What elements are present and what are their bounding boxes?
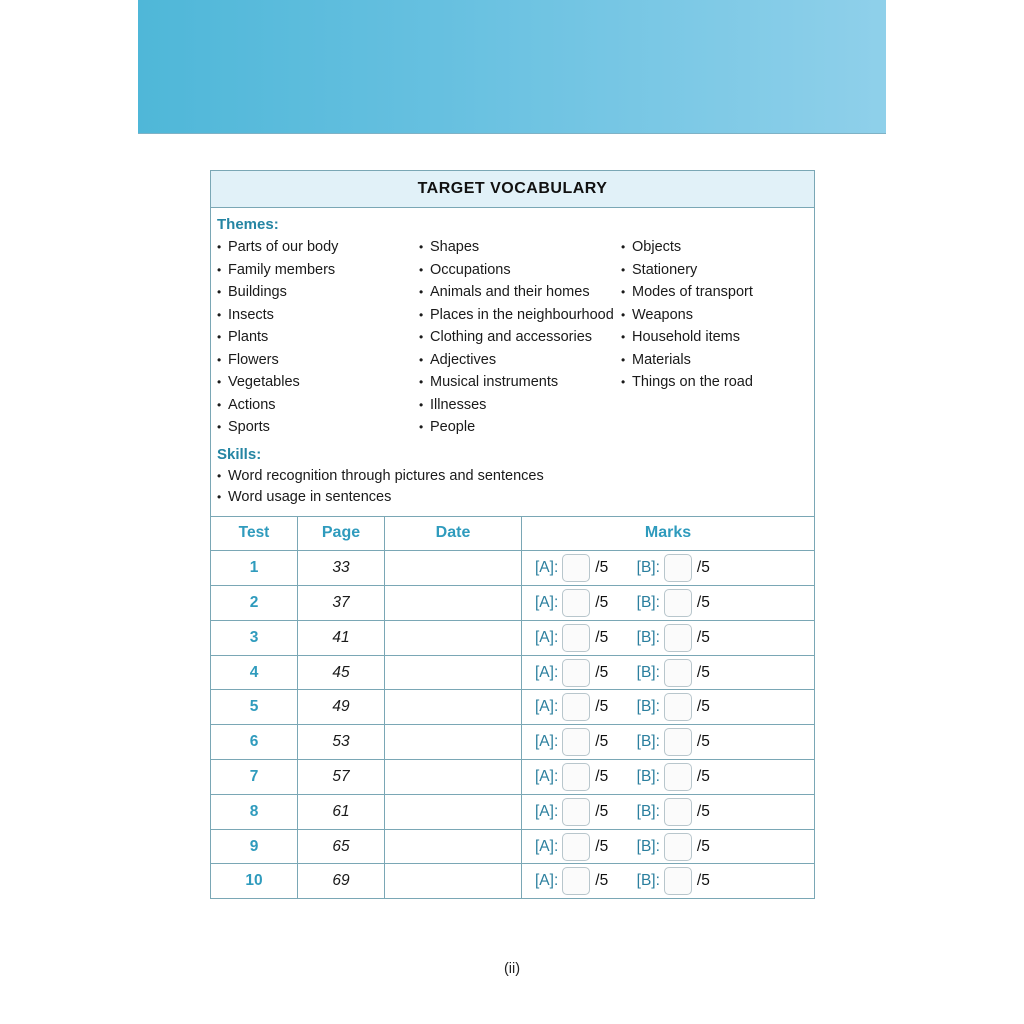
mark-a-group [535, 833, 608, 861]
theme-item: • Household items [621, 326, 753, 349]
mark-b-max: /5 [696, 663, 710, 681]
header-date: Date [385, 516, 522, 551]
mark-b-input[interactable] [664, 728, 692, 756]
table-row [211, 690, 814, 725]
mark-b-max: /5 [696, 559, 710, 577]
mark-b-input[interactable] [664, 693, 692, 721]
theme-item: • Musical instruments [419, 371, 621, 394]
mark-b-group [637, 554, 710, 582]
page-number-cell: 65 [298, 829, 385, 864]
mark-b-max: /5 [696, 872, 710, 890]
mark-a-label: [A]: [535, 733, 559, 751]
mark-a-max: /5 [595, 802, 609, 820]
mark-b-input[interactable] [664, 833, 692, 861]
theme-item: • Animals and their homes [419, 281, 621, 304]
theme-item: • Actions [217, 394, 419, 417]
mark-a-group [535, 763, 608, 791]
marks-cell [522, 829, 815, 864]
mark-b-input[interactable] [664, 798, 692, 826]
mark-b-input[interactable] [664, 624, 692, 652]
mark-a-label: [A]: [535, 593, 559, 611]
mark-a-input[interactable] [562, 693, 590, 721]
table-row [211, 725, 814, 760]
theme-item: • Sports [217, 416, 419, 439]
theme-item: • Adjectives [419, 349, 621, 372]
mark-b-group [637, 833, 710, 861]
page-number-cell: 33 [298, 551, 385, 586]
box-title: TARGET VOCABULARY [211, 171, 814, 208]
themes-section [211, 208, 814, 439]
mark-b-group [637, 867, 710, 895]
mark-b-max: /5 [696, 767, 710, 785]
theme-item: • Vegetables [217, 371, 419, 394]
page-number-cell: 57 [298, 760, 385, 795]
mark-a-group [535, 554, 608, 582]
date-cell[interactable] [385, 725, 522, 760]
marks-cell [522, 620, 815, 655]
table-row [211, 864, 814, 898]
test-number: 5 [211, 690, 298, 725]
theme-item: • Family members [217, 259, 419, 282]
test-number: 6 [211, 725, 298, 760]
date-cell[interactable] [385, 620, 522, 655]
marks-cell [522, 551, 815, 586]
mark-a-group [535, 589, 608, 617]
mark-a-input[interactable] [562, 867, 590, 895]
theme-item: • Plants [217, 326, 419, 349]
mark-b-group [637, 624, 710, 652]
date-cell[interactable] [385, 655, 522, 690]
test-number: 7 [211, 760, 298, 795]
themes-column-1 [217, 236, 419, 439]
date-cell[interactable] [385, 794, 522, 829]
mark-a-group [535, 624, 608, 652]
page-number: (ii) [503, 961, 521, 977]
themes-heading: Themes: [217, 216, 279, 233]
mark-a-label: [A]: [535, 767, 559, 785]
date-cell[interactable] [385, 690, 522, 725]
theme-item: • Flowers [217, 349, 419, 372]
mark-a-label: [A]: [535, 837, 559, 855]
page-number-cell: 41 [298, 620, 385, 655]
mark-a-input[interactable] [562, 624, 590, 652]
mark-b-label: [B]: [636, 593, 660, 611]
mark-b-label: [B]: [636, 872, 660, 890]
mark-a-input[interactable] [562, 728, 590, 756]
theme-item: • Occupations [419, 259, 621, 282]
header-test: Test [211, 516, 298, 551]
mark-a-label: [A]: [535, 698, 559, 716]
page-number-cell: 45 [298, 655, 385, 690]
themes-column-3 [621, 236, 753, 439]
mark-b-input[interactable] [664, 763, 692, 791]
test-number: 4 [211, 655, 298, 690]
header-page: Page [298, 516, 385, 551]
mark-b-max: /5 [696, 802, 710, 820]
mark-b-label: [B]: [636, 767, 660, 785]
page-number-cell: 37 [298, 586, 385, 621]
skill-item: • Word recognition through pictures and sentences [217, 466, 808, 487]
theme-item: • Stationery [621, 259, 753, 282]
mark-a-group [535, 728, 608, 756]
mark-a-group [535, 798, 608, 826]
theme-item: • Parts of our body [217, 236, 419, 259]
themes-columns [217, 236, 808, 439]
table-row [211, 829, 814, 864]
theme-item: • Insects [217, 304, 419, 327]
marks-cell [522, 655, 815, 690]
mark-a-group [535, 693, 608, 721]
mark-a-max: /5 [595, 663, 609, 681]
mark-a-max: /5 [595, 593, 609, 611]
table-row [211, 794, 814, 829]
mark-b-group [637, 798, 710, 826]
mark-b-input[interactable] [664, 554, 692, 582]
mark-b-input[interactable] [664, 589, 692, 617]
mark-a-max: /5 [595, 628, 609, 646]
marks-cell [522, 690, 815, 725]
theme-item: • Weapons [621, 304, 753, 327]
header-marks: Marks [522, 516, 815, 551]
table-row [211, 620, 814, 655]
mark-b-group [637, 693, 710, 721]
test-number: 1 [211, 551, 298, 586]
marks-cell [522, 760, 815, 795]
skills-section [211, 439, 814, 514]
themes-column-2 [419, 236, 621, 439]
marks-cell [522, 586, 815, 621]
date-cell[interactable] [385, 586, 522, 621]
mark-b-max: /5 [696, 733, 710, 751]
test-record-table [211, 516, 814, 899]
mark-b-group [637, 728, 710, 756]
mark-a-input[interactable] [562, 763, 590, 791]
test-number: 2 [211, 586, 298, 621]
mark-b-group [637, 763, 710, 791]
mark-a-input[interactable] [562, 659, 590, 687]
table-row [211, 655, 814, 690]
page-number-cell: 49 [298, 690, 385, 725]
marks-cell [522, 794, 815, 829]
skills-heading: Skills: [217, 445, 262, 463]
table-row [211, 760, 814, 795]
date-cell[interactable] [385, 864, 522, 898]
mark-b-label: [B]: [636, 802, 660, 820]
test-number: 9 [211, 829, 298, 864]
mark-b-max: /5 [696, 628, 710, 646]
mark-a-max: /5 [595, 733, 609, 751]
page-number-cell: 53 [298, 725, 385, 760]
mark-b-input[interactable] [664, 659, 692, 687]
table-header-row [211, 516, 814, 551]
mark-a-label: [A]: [535, 559, 559, 577]
page-number-cell: 61 [298, 794, 385, 829]
mark-a-max: /5 [595, 837, 609, 855]
marks-cell [522, 725, 815, 760]
mark-a-input[interactable] [562, 798, 590, 826]
mark-a-input[interactable] [562, 589, 590, 617]
mark-b-label: [B]: [636, 837, 660, 855]
theme-item: • Illnesses [419, 394, 621, 417]
mark-b-max: /5 [696, 593, 710, 611]
theme-item: • Modes of transport [621, 281, 753, 304]
test-number: 10 [211, 864, 298, 898]
table-row [211, 551, 814, 586]
theme-item: • Buildings [217, 281, 419, 304]
mark-b-label: [B]: [636, 559, 660, 577]
skills-list [217, 466, 808, 508]
mark-b-max: /5 [696, 698, 710, 716]
mark-b-group [637, 659, 710, 687]
mark-b-group [637, 589, 710, 617]
mark-a-max: /5 [595, 698, 609, 716]
test-number: 3 [211, 620, 298, 655]
date-cell[interactable] [385, 760, 522, 795]
page-number-cell: 69 [298, 864, 385, 898]
mark-a-group [535, 867, 608, 895]
mark-b-label: [B]: [636, 698, 660, 716]
mark-a-label: [A]: [535, 628, 559, 646]
skill-item: • Word usage in sentences [217, 487, 808, 508]
mark-a-label: [A]: [535, 802, 559, 820]
header-banner [138, 0, 886, 134]
mark-a-label: [A]: [535, 663, 559, 681]
theme-item: • Places in the neighbourhood [419, 304, 621, 327]
mark-a-max: /5 [595, 872, 609, 890]
theme-item: • People [419, 416, 621, 439]
mark-b-input[interactable] [664, 867, 692, 895]
mark-a-label: [A]: [535, 872, 559, 890]
mark-b-max: /5 [696, 837, 710, 855]
target-vocabulary-box [210, 170, 815, 899]
mark-b-label: [B]: [636, 628, 660, 646]
theme-item: • Shapes [419, 236, 621, 259]
theme-item: • Materials [621, 349, 753, 372]
mark-b-label: [B]: [636, 663, 660, 681]
mark-a-max: /5 [595, 767, 609, 785]
table-row [211, 586, 814, 621]
theme-item: • Objects [621, 236, 753, 259]
mark-a-input[interactable] [562, 833, 590, 861]
theme-item: • Clothing and accessories [419, 326, 621, 349]
theme-item: • Things on the road [621, 371, 753, 394]
date-cell[interactable] [385, 551, 522, 586]
date-cell[interactable] [385, 829, 522, 864]
marks-cell [522, 864, 815, 898]
mark-a-input[interactable] [562, 554, 590, 582]
test-number: 8 [211, 794, 298, 829]
mark-a-max: /5 [595, 559, 609, 577]
mark-b-label: [B]: [636, 733, 660, 751]
mark-a-group [535, 659, 608, 687]
